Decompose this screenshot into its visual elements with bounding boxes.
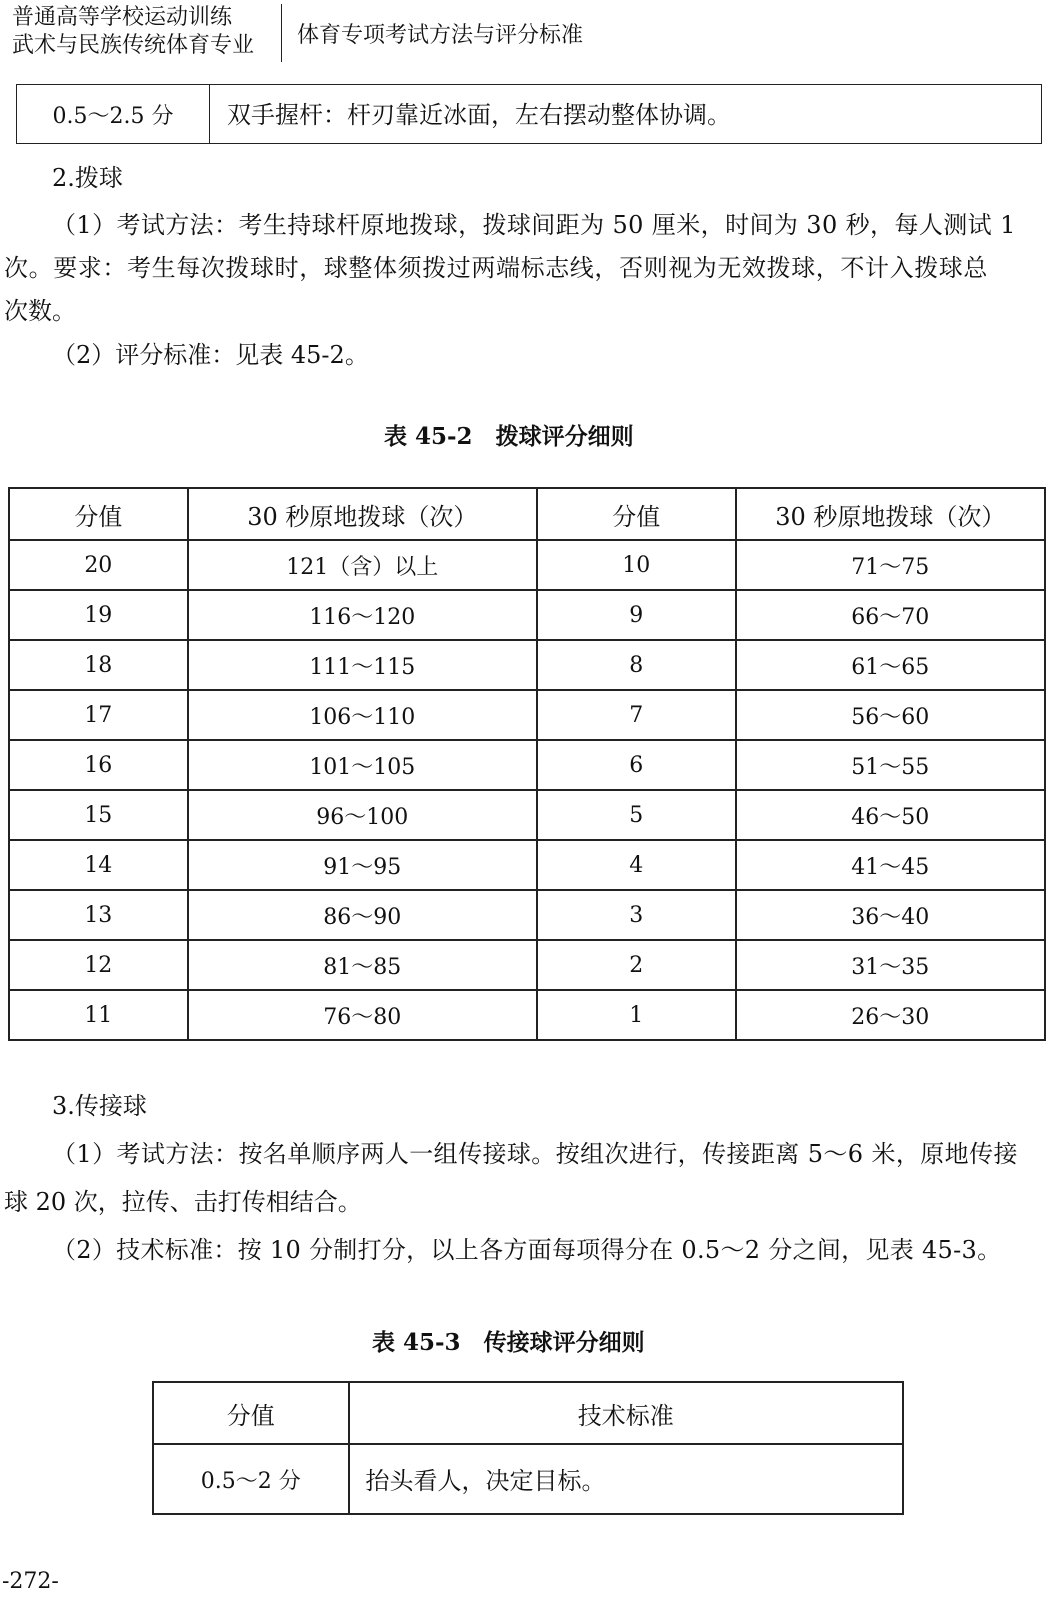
- previous-table-criteria-cell: 双手握杆：杆刃靠近冰面，左右摆动整体协调。: [227, 101, 731, 129]
- table-row: [9, 690, 1045, 740]
- table-cell: 81～85: [188, 940, 537, 990]
- table-row: [9, 640, 1045, 690]
- table-cell: 76～80: [188, 990, 537, 1040]
- table-cell: 7: [537, 690, 736, 740]
- section3-method-line2: 球 20 次，拉传、击打传相结合。: [4, 1188, 362, 1216]
- table3-caption: 表 45-3 传接球评分细则: [372, 1329, 645, 1356]
- table-cell: 86～90: [188, 890, 537, 940]
- table-cell: 5: [537, 790, 736, 840]
- table-cell: 116～120: [188, 590, 537, 640]
- table-cell: 56～60: [736, 690, 1045, 740]
- table-cell: 26～30: [736, 990, 1045, 1040]
- table-row: [153, 1444, 903, 1514]
- table-cell: 14: [9, 840, 188, 890]
- table-cell: 71～75: [736, 540, 1045, 590]
- table-cell: 36～40: [736, 890, 1045, 940]
- previous-table-continuation: [16, 84, 1042, 144]
- table3-passing-scoring: [152, 1381, 904, 1515]
- table-cell: 111～115: [188, 640, 537, 690]
- table-cell: 11: [9, 990, 188, 1040]
- table-row: [9, 990, 1045, 1040]
- table-cell: 51～55: [736, 740, 1045, 790]
- header-book-title-line2: 武术与民族传统体育专业: [12, 33, 255, 58]
- table-cell: 9: [537, 590, 736, 640]
- table-row: [9, 890, 1045, 940]
- table2-header-cell: 30 秒原地拨球（次）: [736, 488, 1045, 540]
- table-cell: 10: [537, 540, 736, 590]
- table-cell: 16: [9, 740, 188, 790]
- section3-standard-line: （2）技术标准：按 10 分制打分，以上各方面每项得分在 0.5～2 分之间，见表 45-3。: [52, 1236, 1002, 1264]
- header-book-title-line1: 普通高等学校运动训练: [12, 5, 233, 30]
- table-cell: 3: [537, 890, 736, 940]
- previous-table-score-cell: 0.5～2.5 分: [17, 85, 210, 143]
- header-chapter-title: 体育专项考试方法与评分标准: [297, 23, 584, 48]
- header-divider: [281, 4, 282, 62]
- table-cell: 96～100: [188, 790, 537, 840]
- table-row: [9, 740, 1045, 790]
- table2-header-row: [9, 488, 1045, 540]
- table3-header-row: [153, 1382, 903, 1444]
- table2-caption: 表 45-2 拨球评分细则: [384, 423, 634, 450]
- table-cell: 31～35: [736, 940, 1045, 990]
- table3-header-cell: 技术标准: [349, 1382, 904, 1444]
- table-cell: 61～65: [736, 640, 1045, 690]
- table-cell: 19: [9, 590, 188, 640]
- table-cell: 抬头看人，决定目标。: [349, 1444, 904, 1514]
- table-cell: 13: [9, 890, 188, 940]
- table2-dribble-scoring: [8, 487, 1046, 1041]
- table2-header-cell: 分值: [9, 488, 188, 540]
- table-cell: 2: [537, 940, 736, 990]
- section3-method-line1: （1）考试方法：按名单顺序两人一组传接球。按组次进行，传接距离 5～6 米，原地传接: [52, 1140, 1018, 1168]
- table-cell: 20: [9, 540, 188, 590]
- table-cell: 4: [537, 840, 736, 890]
- table-cell: 101～105: [188, 740, 537, 790]
- table-cell: 106～110: [188, 690, 537, 740]
- table-cell: 18: [9, 640, 188, 690]
- table2-header-cell: 分值: [537, 488, 736, 540]
- table-cell: 0.5～2 分: [153, 1444, 349, 1514]
- section2-method-line1: （1）考试方法：考生持球杆原地拨球，拨球间距为 50 厘米，时间为 30 秒，每人测试 1: [52, 211, 1016, 239]
- section-heading-dribble: 2.拨球: [52, 164, 123, 192]
- table2-header-cell: 30 秒原地拨球（次）: [188, 488, 537, 540]
- section-heading-passing: 3.传接球: [52, 1092, 147, 1120]
- table-row: [9, 790, 1045, 840]
- table-cell: 46～50: [736, 790, 1045, 840]
- table-row: [9, 590, 1045, 640]
- table-cell: 91～95: [188, 840, 537, 890]
- table3-header-cell: 分值: [153, 1382, 349, 1444]
- table-cell: 17: [9, 690, 188, 740]
- table-cell: 1: [537, 990, 736, 1040]
- table-cell: 41～45: [736, 840, 1045, 890]
- header-book-title: [12, 4, 254, 60]
- section2-method-line3: 次数。: [4, 297, 76, 325]
- page-number: -272-: [2, 1569, 59, 1594]
- table-cell: 8: [537, 640, 736, 690]
- table-row: [9, 940, 1045, 990]
- table-row: [9, 540, 1045, 590]
- table-row: [9, 840, 1045, 890]
- table-cell: 12: [9, 940, 188, 990]
- table-cell: 6: [537, 740, 736, 790]
- section2-method-line2: 次。要求：考生每次拨球时，球整体须拨过两端标志线，否则视为无效拨球，不计入拨球总: [4, 254, 988, 282]
- table-cell: 121（含）以上: [188, 540, 537, 590]
- table-cell: 15: [9, 790, 188, 840]
- section2-scoring-line: （2）评分标准：见表 45-2。: [52, 341, 369, 369]
- table-cell: 66～70: [736, 590, 1045, 640]
